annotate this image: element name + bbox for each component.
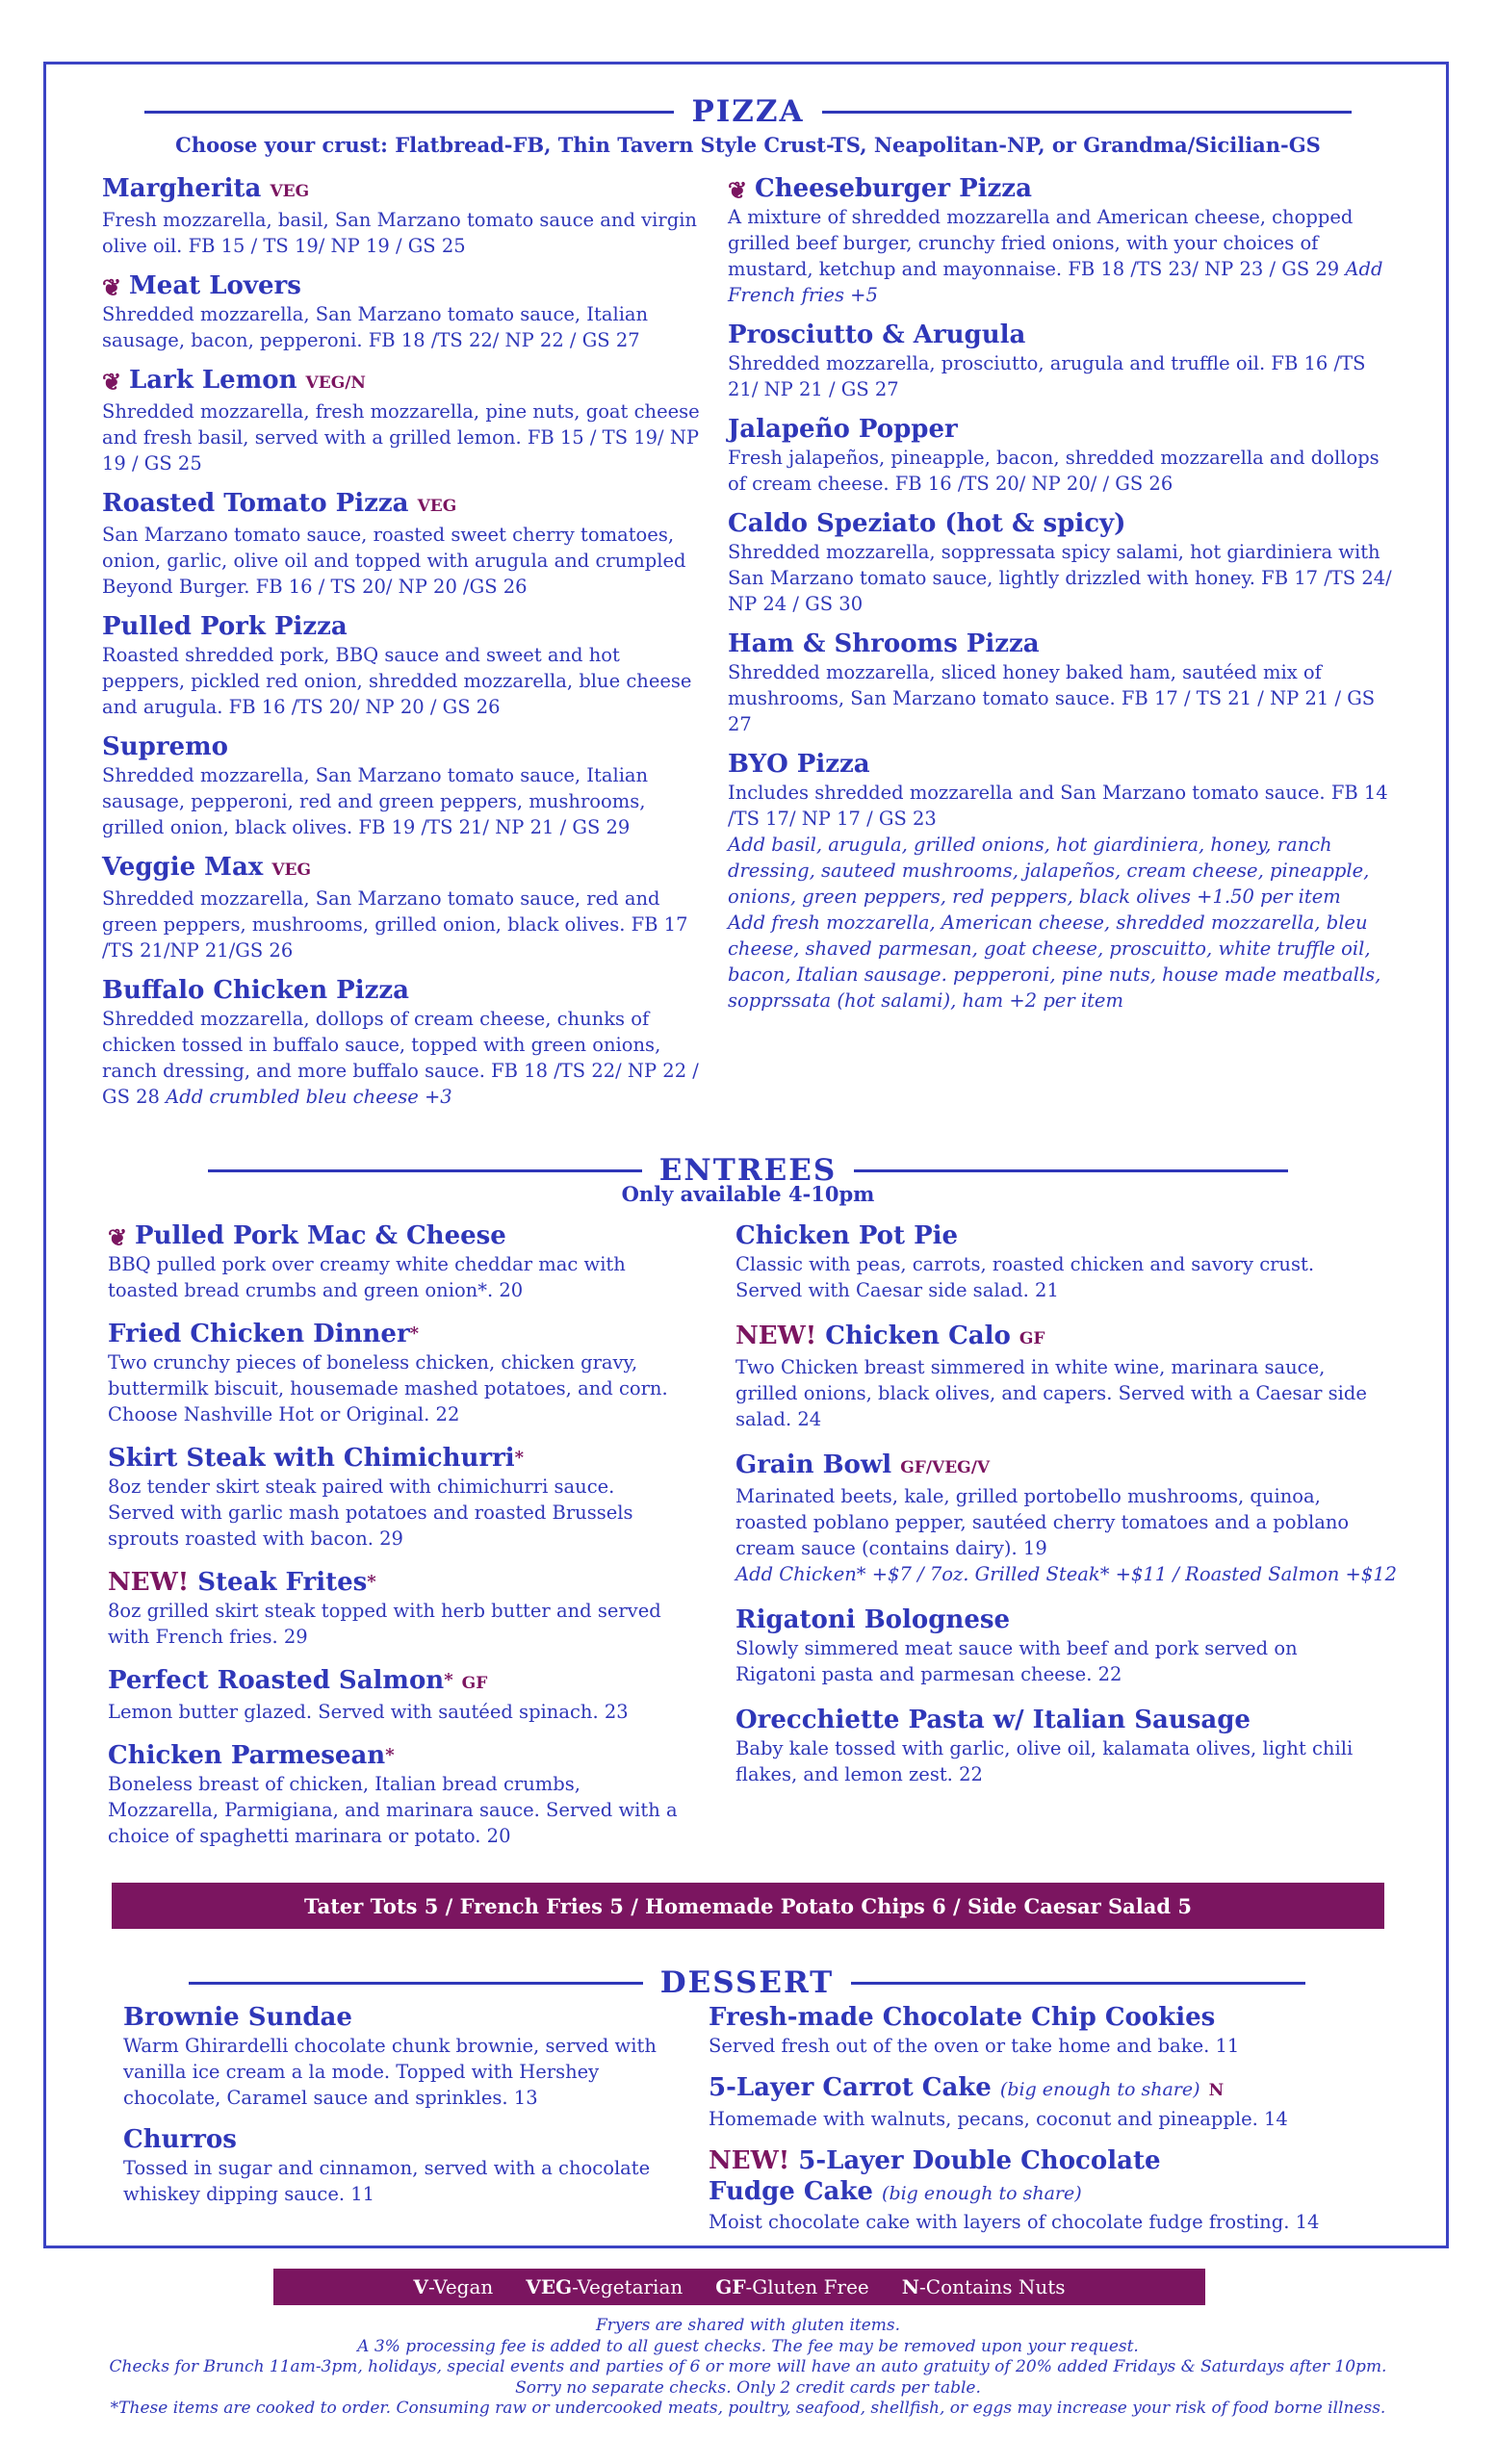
item-description: 8oz grilled skirt steak topped with herb butter and served with French fries. 29	[108, 1600, 661, 1648]
menu-item	[735, 1450, 1409, 1587]
new-badge: NEW!	[735, 1322, 817, 1350]
footer-line: Checks for Brunch 11am-3pm, holidays, special events and parties of 6 or more will have an auto gratuity of 20% added Fridays & Saturdays after 10pm.	[109, 2357, 1387, 2376]
diet-tag: VEG	[417, 497, 457, 516]
menu-item	[728, 508, 1402, 617]
cooked-to-order-mark: *	[409, 1323, 420, 1344]
header-rule	[189, 1982, 643, 1985]
menu-item	[102, 975, 709, 1110]
item-name: Prosciutto & Arugula	[728, 321, 1026, 349]
item-description: Shredded mozzarella, prosciutto, arugula and truffle oil. FB 16 /TS 21/ NP 21 / GS 27	[728, 352, 1366, 400]
menu-item	[108, 1443, 685, 1552]
item-name: Ham & Shrooms Pizza	[728, 629, 1040, 658]
menu-item	[102, 852, 709, 963]
crust-note: Choose your crust: Flatbread-FB, Thin Tavern Style Crust-TS, Neapolitan-NP, or Grandma/Sicilian-GS	[175, 133, 1321, 157]
item-description: Roasted shredded pork, BBQ sauce and sweet and hot peppers, pickled red onion, shredded mozzarella, blue cheese and arugula. FB 16 /TS 20/ NP 20 / GS 26	[102, 644, 692, 718]
item-name: Pulled Pork Mac & Cheese	[135, 1221, 506, 1250]
item-description: Shredded mozzarella, fresh mozzarella, pine nuts, goat cheese and fresh basil, served with a grilled lemon. FB 15 / TS 19/ NP 19 / GS 25	[102, 400, 700, 475]
new-badge: NEW!	[108, 1568, 190, 1597]
menu-item	[728, 173, 1402, 308]
item-description: Shredded mozzarella, San Marzano tomato sauce, red and green peppers, mushrooms, grilled onion, black olives. FB 17 /TS 21/NP 21/GS 26	[102, 887, 688, 962]
item-name: Lark Lemon	[129, 366, 297, 395]
item-name: Veggie Max	[102, 853, 264, 882]
legend-code: VEG	[526, 2275, 573, 2298]
legend-item	[413, 2275, 493, 2298]
footer-line: A 3% processing fee is added to all guest checks. The fee may be removed upon your request.	[357, 2336, 1139, 2356]
item-description: Baby kale tossed with garlic, olive oil, kalamata olives, light chili flakes, and lemon zest. 22	[735, 1737, 1354, 1785]
item-addon: Add crumbled bleu cheese +3	[166, 1086, 452, 1108]
fleur-icon: ❦	[102, 273, 122, 301]
item-addon: Add fresh mozzarella, American cheese, shredded mozzarella, bleu cheese, shaved parmesan, goat cheese, proscuitto, white truffle oil, bacon, Italian sausage. pepperoni, pine nuts, house made meatballs, sopprssata (hot salami), ham +2 per item	[728, 911, 1381, 1012]
menu-item	[709, 2072, 1402, 2132]
pizza-left-column	[102, 173, 709, 1121]
menu-item	[123, 2124, 662, 2207]
legend-label: -Gluten Free	[745, 2275, 869, 2298]
item-description: Shredded mozzarella, dollops of cream cheese, chunks of chicken tossed in buffalo sauce, topped with green onions, ranch dressing, and more buffalo sauce.	[102, 1008, 661, 1082]
item-name: Fried Chicken Dinner	[108, 1320, 410, 1348]
fleur-icon: ❦	[102, 368, 122, 396]
item-name: Grain Bowl	[735, 1450, 892, 1479]
diet-tag: GF	[1019, 1329, 1045, 1348]
legend-code: N	[901, 2275, 920, 2298]
diet-tag: VEG/N	[305, 373, 366, 393]
menu-item	[709, 2002, 1402, 2059]
item-description: Shredded mozzarella, San Marzano tomato sauce, Italian sausage, bacon, pepperoni. FB 18 /TS 22/ NP 22 / GS 27	[102, 303, 649, 351]
fleur-icon: ❦	[108, 1223, 128, 1251]
legend-label: -Vegan	[427, 2275, 494, 2298]
item-description: Homemade with walnuts, pecans, coconut and pineapple. 14	[709, 2108, 1288, 2130]
new-badge: NEW!	[709, 2146, 790, 2175]
item-note: (big enough to share)	[882, 2183, 1082, 2204]
dessert-right-column	[709, 2002, 1402, 2246]
entrees-left-column	[108, 1220, 685, 1861]
item-description: Lemon butter glazed. Served with sautéed spinach. 23	[108, 1701, 629, 1723]
legend-code: GF	[715, 2275, 746, 2298]
item-description: BBQ pulled pork over creamy white cheddar mac with toasted bread crumbs and green onion*. 20	[108, 1253, 626, 1301]
item-description: Classic with peas, carrots, roasted chicken and savory crust. Served with Caesar side salad. 21	[735, 1253, 1315, 1301]
diet-tag: GF	[461, 1674, 488, 1693]
item-name: Steak Frites	[197, 1568, 368, 1597]
item-name: Skirt Steak with Chimichurri	[108, 1444, 515, 1473]
menu-item	[102, 270, 709, 353]
menu-item	[108, 1740, 685, 1849]
pizza-right-column	[728, 173, 1402, 1025]
menu-item	[108, 1220, 685, 1303]
item-description: Moist chocolate cake with layers of chocolate fudge frosting. 14	[709, 2211, 1320, 2233]
item-description: Marinated beets, kale, grilled portobello mushrooms, quinoa, roasted poblano pepper, sautéed cherry tomatoes and a poblano cream sauce (contains dairy). 19	[735, 1485, 1350, 1559]
footer-line: Sorry no separate checks. Only 2 credit cards per table.	[515, 2377, 981, 2398]
item-name-continued: Fudge Cake	[709, 2177, 873, 2206]
item-description: Shredded mozzarella, San Marzano tomato sauce, Italian sausage, pepperoni, red and green peppers, mushrooms, grilled onion, black olives. FB 19 /TS 21/ NP 21 / GS 29	[102, 764, 649, 838]
menu-item	[735, 1604, 1409, 1687]
legend-item	[715, 2275, 869, 2298]
legend-label: -Vegetarian	[572, 2275, 684, 2298]
legend-item	[526, 2275, 683, 2298]
header-rule	[851, 1982, 1305, 1985]
legend-item	[902, 2275, 1066, 2298]
menu-item	[108, 1567, 685, 1650]
item-name: Pulled Pork Pizza	[102, 612, 348, 641]
menu-item	[728, 749, 1402, 1014]
item-name: Chicken Parmesean	[108, 1741, 386, 1770]
item-name: Brownie Sundae	[123, 2003, 352, 2032]
item-name: 5-Layer Double Chocolate	[798, 2146, 1161, 2175]
item-name: Churros	[123, 2125, 237, 2154]
cooked-to-order-mark: *	[367, 1572, 376, 1592]
item-addon: Add basil, arugula, grilled onions, hot giardiniera, honey, ranch dressing, sauteed mushrooms, jalapeños, cream cheese, pineapple, onions, green peppers, red peppers, black olives +1.50 per item	[728, 834, 1370, 908]
item-description: A mixture of shredded mozzarella and American cheese, chopped grilled beef burger, crunchy fried onions, with your choices of mustard, ketchup and mayonnaise.	[728, 206, 1354, 280]
menu-item	[102, 365, 709, 476]
menu-item	[728, 320, 1402, 402]
footer-line: Fryers are shared with gluten items.	[595, 2316, 901, 2335]
item-description: Two Chicken breast simmered in white wine, marinara sauce, grilled onions, black olives, and capers. Served with a Caesar side salad. 24	[735, 1356, 1367, 1430]
item-description: Fresh mozzarella, basil, San Marzano tomato sauce and virgin olive oil. FB 15 / TS 19/ NP 19 / GS 25	[102, 209, 697, 257]
entrees-title: ENTREES	[658, 1153, 838, 1188]
entrees-right-column	[735, 1220, 1409, 1799]
header-rule	[854, 1169, 1288, 1172]
cooked-to-order-mark: *	[385, 1745, 395, 1765]
footer-line: *These items are cooked to order. Consuming raw or undercooked meats, poultry, seafood, shellfish, or eggs may increase your risk of food borne illness.	[110, 2399, 1386, 2418]
menu-item	[728, 629, 1402, 737]
item-description: Two crunchy pieces of boneless chicken, chicken gravy, buttermilk biscuit, housemade mashed potatoes, and corn. Choose Nashville Hot or Original. 22	[108, 1351, 668, 1425]
item-name: Roasted Tomato Pizza	[102, 489, 409, 518]
menu-item	[123, 2002, 662, 2111]
menu-item	[735, 1705, 1409, 1787]
item-name: Jalapeño Popper	[728, 415, 958, 444]
item-name: Orecchiette Pasta w/ Italian Sausage	[735, 1706, 1251, 1734]
item-description: Warm Ghirardelli chocolate chunk brownie, served with vanilla ice cream a la mode. Topped with Hershey chocolate, Caramel sauce and sprinkles. 13	[123, 2035, 657, 2109]
item-description: 8oz tender skirt steak paired with chimichurri sauce. Served with garlic mash potatoes and roasted Brussels sprouts roasted with bacon. 29	[108, 1476, 633, 1550]
item-name: Chicken Pot Pie	[735, 1221, 959, 1250]
diet-tag: VEG	[270, 182, 310, 201]
item-description: Tossed in sugar and cinnamon, served with a chocolate whiskey dipping sauce. 11	[123, 2157, 651, 2205]
item-name: BYO Pizza	[728, 750, 870, 779]
menu-item	[102, 611, 709, 720]
menu-item	[108, 1665, 685, 1725]
dessert-left-column	[123, 2002, 662, 2219]
item-description: Served fresh out of the oven or take home and bake. 11	[709, 2035, 1240, 2057]
header-rule	[144, 111, 674, 114]
item-description: Boneless breast of chicken, Italian bread crumbs, Mozzarella, Parmigiana, and marinara sauce. Served with a choice of spaghetti marinara or potato. 20	[108, 1773, 678, 1847]
menu-item	[102, 173, 709, 259]
menu-item	[728, 414, 1402, 497]
legend-code: V	[413, 2275, 428, 2298]
item-name: Margherita	[102, 174, 262, 203]
dessert-title: DESSERT	[659, 1965, 835, 2000]
item-name: Perfect Roasted Salmon	[108, 1666, 445, 1695]
item-addon: Add French fries +5	[728, 258, 1383, 306]
entrees-note: Only available 4-10pm	[621, 1182, 875, 1206]
diet-tag: VEG	[271, 860, 312, 880]
menu-item	[735, 1220, 1409, 1303]
item-description: Fresh jalapeños, pineapple, bacon, shredded mozzarella and dollops of cream cheese. FB 16 /TS 20/ NP 20/ / GS 26	[728, 447, 1380, 495]
item-price: FB 18 /TS 23/ NP 23 / GS 29	[1068, 258, 1340, 280]
footer-notes	[0, 2316, 1496, 2420]
menu-item	[735, 1321, 1409, 1432]
item-addon: Add Chicken* +$7 / 7oz. Grilled Steak* +$11 / Roasted Salmon +$12	[735, 1563, 1398, 1585]
menu-item	[108, 1319, 685, 1427]
item-name: Supremo	[102, 732, 228, 761]
item-name: Chicken Calo	[825, 1322, 1011, 1350]
pizza-title: PIZZA	[691, 94, 805, 129]
item-name: Cheeseburger Pizza	[755, 174, 1032, 203]
item-description: Includes shredded mozzarella and San Marzano tomato sauce. FB 14 /TS 17/ NP 17 / GS 23	[728, 782, 1388, 830]
pizza-header	[144, 94, 1352, 129]
header-rule	[822, 111, 1352, 114]
diet-legend	[273, 2269, 1205, 2305]
menu-item	[102, 488, 709, 600]
menu-item	[102, 732, 709, 840]
header-rule	[208, 1169, 642, 1172]
item-note: (big enough to share)	[999, 2079, 1200, 2100]
diet-tag: N	[1208, 2081, 1225, 2100]
item-description: San Marzano tomato sauce, roasted sweet cherry tomatoes, onion, garlic, olive oil and topped with arugula and crumpled Beyond Burger. FB 16 / TS 20/ NP 20 /GS 26	[102, 524, 686, 598]
item-description: Slowly simmered meat sauce with beef and pork served on Rigatoni pasta and parmesan cheese. 22	[735, 1637, 1298, 1685]
item-name: Caldo Speziato (hot & spicy)	[728, 509, 1126, 538]
cooked-to-order-mark: *	[514, 1448, 525, 1468]
item-description: Shredded mozzarella, soppressata spicy salami, hot giardiniera with San Marzano tomato sauce, lightly drizzled with honey. FB 17 /TS 24/ NP 24 / GS 30	[728, 541, 1392, 615]
diet-tag: GF/VEG/V	[900, 1458, 991, 1477]
item-description: Shredded mozzarella, sliced honey baked ham, sautéed mix of mushrooms, San Marzano tomato sauce. FB 17 / TS 21 / NP 21 / GS 27	[728, 661, 1376, 735]
sides-bar: Tater Tots 5 / French Fries 5 / Homemade Potato Chips 6 / Side Caesar Salad 5	[112, 1883, 1384, 1929]
cooked-to-order-mark: *	[444, 1670, 453, 1690]
item-name: Fresh-made Chocolate Chip Cookies	[709, 2003, 1216, 2032]
item-name: Rigatoni Bolognese	[735, 1605, 1011, 1634]
menu-item	[709, 2145, 1402, 2235]
legend-label: -Contains Nuts	[919, 2275, 1066, 2298]
dessert-header	[189, 1965, 1305, 2000]
item-name: Meat Lovers	[129, 271, 301, 300]
item-name: 5-Layer Carrot Cake	[709, 2073, 992, 2102]
item-price: FB 18 /TS 22/ NP 22 / GS 28	[102, 1060, 699, 1108]
item-name: Buffalo Chicken Pizza	[102, 976, 409, 1005]
fleur-icon: ❦	[728, 176, 748, 204]
